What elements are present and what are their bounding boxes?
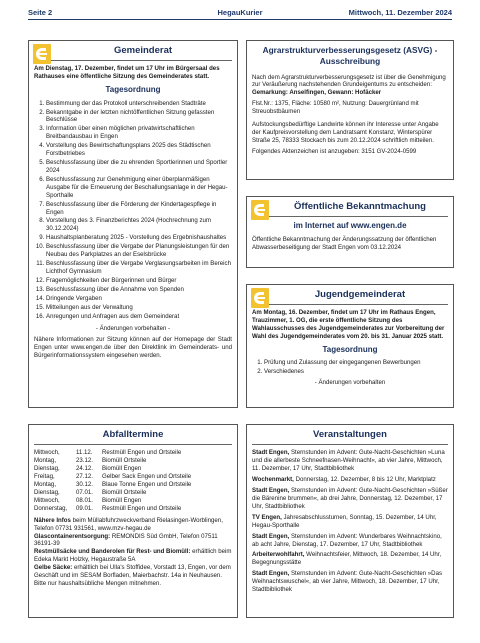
jugend-agenda [252,359,448,376]
event-item: Wochenmarkt, Donnerstag, 12. Dezember, 8 bis 12 Uhr, Marktplatz [252,476,436,484]
asvg-box [246,40,454,180]
abfall-title: Abfalltermine [102,429,164,440]
agenda-item: 16. Anregungen und Anfragen aus dem Gemeinderat [46,313,232,321]
gemeinderat-agenda [34,100,232,321]
agenda-item: 11. Beschlussfassung über die Vergabe Verglasungsarbeiten im Bereich Lichthof Gymnasium [46,260,232,276]
agenda-item: 1. Prüfung und Zulassung der eingegangenen Bewerbungen [264,359,448,367]
schedule-row: Montag, 23.12. Biomüll Ortsteile [34,457,147,465]
asvg-title: Agrarstrukturverbesserungsgesetz (ASVG) - Ausschreibung [262,45,438,66]
agenda-item: 9. Haushaltsplanberatung 2025 - Vorstellung des Ergebnishaushaltes [46,234,232,242]
agenda-item: 10. Beschlussfassung über die Vergabe der Planungsleistungen für den Neubau des Parkplatzes an der Eselsbrücke [46,243,232,259]
gemeinderat-footer: Nähere Informationen zur Sitzung können auf der Homepage der Stadt Engen unter www.engen.de über den Direktlink im Gemeinderats- und Bürgerinformationssystem eingesehen werden. [34,336,232,360]
city-logo-icon [33,44,51,64]
abfall-schedule [34,449,232,512]
agenda-item: 6. Beschlussfassung zur Genehmigung einer überplanmäßigen Ausgabe für die Erneuerung der Beschallungsanlage in der Hegau-Sporthalle [46,176,232,200]
bekanntmachung-box [246,196,454,268]
asvg-p4: Aufstockungsbedürftige Landwirte können ihr Interesse unter Angabe der Kaufpreisvorstellung dem Landratsamt Konstanz, Winterspürer Straße 25, 78333 Stockach bis zum 20.12.2024 schriftlich mitteilen. [252,121,439,145]
agenda-item: 15. Mitteilungen aus der Verwaltung [46,304,232,312]
event-item: Arbeiterwohlfahrt, Weihnachtsfeier, Mittwoch, 18. Dezember, 14 Uhr, Begegnungsstätte [252,551,442,567]
jugend-title: Jugendgemeinderat [314,289,406,300]
asvg-p2: Gemarkung: Anselfingen, Gewann: Hofäcker [252,89,382,97]
schedule-row: Dienstag, 24.12. Biomüll Engen [34,465,142,473]
agenda-item: 2. Bekanntgabe in der letzten nichtöffentlichen Sitzung gefassten Beschlüsse [46,109,232,125]
schedule-row: Montag, 30.12. Blaue Tonne Engen und Ortsteile [34,481,192,489]
issue-date: Mittwoch, 11. Dezember 2024 [348,8,452,17]
asvg-p1: Nach dem Agrarstrukturverbesserungsgesetz ist über die Genehmigung zur Veräußerung nachstehenden Grundeigentums zu entscheiden: [252,73,446,89]
event-item: TV Engen, Jahresabschlussturnen, Sonntag, 15. Dezember, 14 Uhr, Hegau-Sporthalle [252,513,437,529]
agenda-item: 14. Dringende Vergaben [46,295,232,303]
schedule-row: Mittwoch, 08.01. Biomüll Engen [34,496,142,504]
page-header [28,6,452,20]
agenda-item: 3. Information über einen möglichen privatwirtschaftlichen Breitbandausbau in Engen [46,125,232,141]
agenda-item: 2. Verschiedenes [264,368,448,376]
asvg-p5: Folgendes Aktenzeichen ist anzugeben: 3151 GV-2024-0599 [252,147,417,155]
agenda-item: 1. Bestimmung der das Protokoll unterschreibenden Stadträte [46,100,232,108]
bekanntmachung-sub: im Internet auf www.engen.de [293,221,407,231]
page-number: Seite 2 [28,8,53,17]
jugend-agenda-label: Tagesordnung [322,345,378,355]
agenda-item: 5. Beschlussfassung über die zu ehrenden Sportlerinnen und Sportler 2024 [46,159,232,175]
publication-name: HegauKurier [217,8,263,17]
jugend-box [246,284,454,408]
schedule-row: Freitag, 27.12. Gelber Sack Engen und Ortsteile [34,473,192,481]
gemeinderat-title: Gemeinderat [113,45,173,56]
agenda-item: 4. Vorstellung des Bewirtschaftungsplans 2025 des Städtischen Forstbetriebes [46,142,232,158]
event-item: Stadt Engen, Sternstunden im Advent: Wunderbares Weihnachtskino, ab acht Jahre, Dienstag, 17. Dezember, 17 Uhr, Stadtbibliothek [252,532,442,548]
veranstaltungen-box [246,424,454,618]
agenda-item: 13. Beschlussfassung über die Annahme von Spenden [46,286,232,294]
schedule-row: Dienstag, 07.01. Biomüll Ortsteile [34,488,147,496]
gemeinderat-agenda-label: Tagesordnung [105,85,161,95]
asvg-p3: Flst.Nr.: 1375, Fläche: 10580 m², Nutzung: Dauergrünland mit Streuobstbäumen [252,100,419,116]
bekanntmachung-title: Öffentliche Bekanntmachung [294,201,426,212]
abfall-info: Nähere Infos beim Müllabfuhrzweckverband Rielasingen-Worblingen, Telefon 07731 931561, www.mzv-hegau.de Glascontainerentsorgung: REMONDIS Süd GmbH, Telefon 07511 36191-39 Restmüllsäcke und Banderolen für Rest- und Biomüll: erhältlich beim Edeka Markt Holzky, Hegaustraße 5A Gelbe Säcke: erhältlich bei Ulla's Stoffidee, Vorstadt 13, Engen, vor dem Geschäft und im SESAM Borfladen, Maierbachstr. 14a in Neuhausen. Bitte nur haushaltsübliche Mengen mitnehmen. [34,516,232,588]
agenda-item: 8. Vorstellung des 3. Finanzberichtes 2024 (Hochrechnung zum 30.12.2024) [46,217,232,233]
event-item: Stadt Engen, Sternstunden im Advent: Gute-Nacht-Geschichten »Süßer die Bärenine brummen«, ab drei Jahre, Donnerstag, 12. Dezember, 17 Uhr, Stadtbibliothek [252,487,448,510]
gemeinderat-box [28,40,238,408]
veranstaltungen-title: Veranstaltungen [313,429,387,440]
schedule-row: Donnerstag, 09.01. Restmüll Engen und Ortsteile [34,504,182,512]
city-logo-icon [251,200,269,220]
agenda-item: 12. Fragemöglichkeiten der Bürgerinnen und Bürger [46,277,232,285]
event-item: Stadt Engen, Sternstunden im Advent: Gute-Nacht-Geschichten »Das Weihnachtswuschel«, ab vier Jahre, Mittwoch, 18. Dezember, 17 Uhr, Stadtbibliothek [252,570,443,594]
agenda-item: 7. Beschlussfassung über die Förderung der Kindertagespflege in Engen [46,201,232,217]
event-item: Stadt Engen, Sternstunden im Advent: Gute-Nacht-Geschichten »Luna und die allerbeste Schneefnasen-Weihnacht«, ab vier Jahre, Mittwoch, 11. Dezember, 17 Uhr, Stadtbibliothek [252,449,445,473]
bekanntmachung-text: Öffentliche Bekanntmachung der Änderungssatzung der öffentlichen Abwasserbeseitigung der Stadt Engen vom 03.12.2024 [252,235,437,251]
jugend-intro: Am Montag, 16. Dezember, findet um 17 Uhr im Rathaus Engen, Trauzimmer, 1. OG, die erste öffentliche Sitzung des Wahlausschusses des Jugendgemeinderates zur Vorbereitung der Wahl des Jugendgemeinderates vom 20. bis 31. Januar 2025 statt. [252,309,445,341]
jugend-changes: - Änderungen vorbehalten [314,379,386,387]
abfall-box [28,424,238,618]
city-logo-icon [251,288,269,308]
gemeinderat-changes: - Änderungen vorbehalten - [95,324,171,332]
schedule-row: Mittwoch, 11.12. Restmüll Engen und Ortsteile [34,449,182,457]
gemeinderat-intro: Am Dienstag, 17. Dezember, findet um 17 Uhr im Bürgersaal des Rathauses eine öffentliche Sitzung des Gemeinderates statt. [34,65,220,81]
